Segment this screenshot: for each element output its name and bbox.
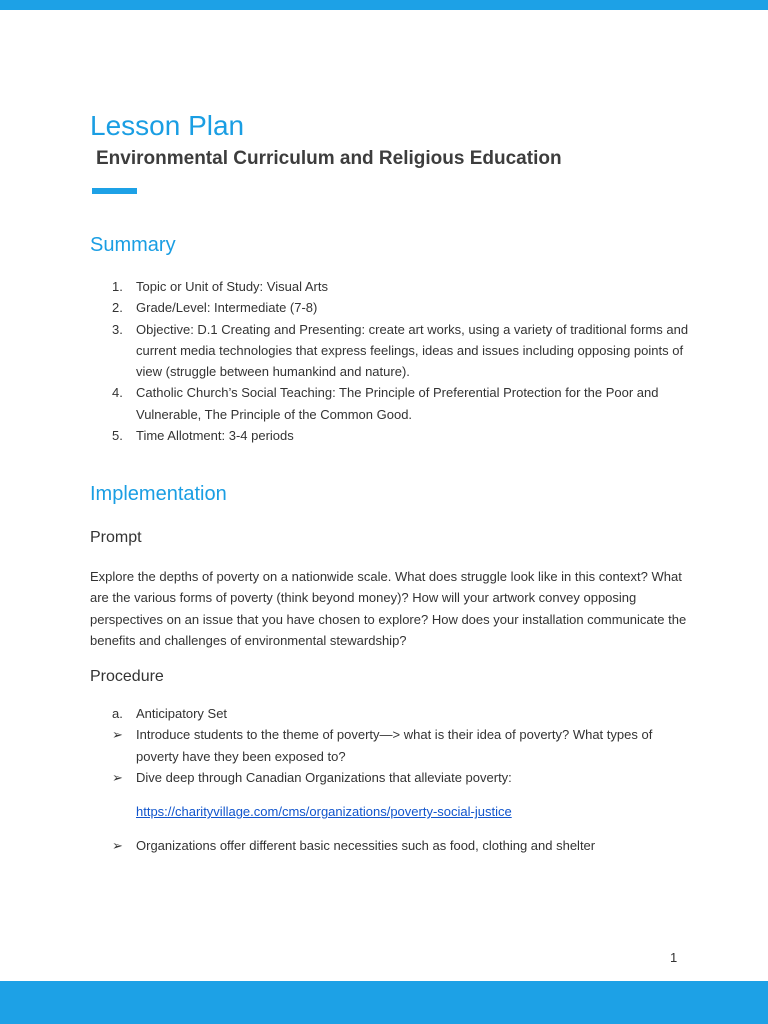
list-item	[90, 724, 690, 767]
procedure-list	[90, 703, 690, 788]
arrow-bullet-icon: ➢	[112, 769, 123, 785]
page-number: 1	[670, 950, 678, 965]
list-item-text: Topic or Unit of Study: Visual Arts	[136, 279, 328, 294]
list-item	[90, 835, 690, 856]
list-item	[90, 297, 690, 318]
list-item	[90, 276, 690, 297]
list-item	[90, 703, 690, 724]
list-item-text: Organizations offer different basic necessities such as food, clothing and shelter	[136, 838, 596, 853]
page-subtitle: Environmental Curriculum and Religious Education	[96, 148, 562, 169]
list-marker: a.	[112, 706, 123, 721]
summary-heading: Summary	[90, 234, 176, 256]
list-marker: 5.	[112, 428, 123, 444]
top-accent-bar	[0, 0, 768, 10]
list-item	[90, 767, 690, 788]
bottom-accent-bar	[0, 981, 768, 1024]
charity-village-link[interactable]: https://charityvillage.com/cms/organizations/poverty-social-justice	[136, 804, 512, 819]
list-item-text: Catholic Church’s Social Teaching: The Principle of Preferential Protection for the Poor and Vulnerable, The Principle of the Common Good.	[136, 385, 659, 422]
prompt-heading: Prompt	[90, 529, 142, 546]
list-marker: 4.	[112, 385, 123, 401]
procedure-list-continued	[90, 835, 690, 856]
prompt-paragraph: Explore the depths of poverty on a nationwide scale. What does struggle look like in this context? What are the various forms of poverty (think beyond money)? How will your artwork convey opposing perspectives on an issue that you have chosen to explore? How does your installation communicate the benefits and challenges of environmental stewardship?	[90, 569, 687, 648]
arrow-bullet-icon: ➢	[112, 838, 123, 853]
list-item-text: Objective: D.1 Creating and Presenting: create art works, using a variety of traditional forms and current media technologies that express feelings, ideas and issues including opposing points of view (struggle between humankind and nature).	[136, 321, 689, 380]
title-underline	[92, 188, 137, 194]
list-item	[90, 382, 690, 425]
list-item	[90, 319, 690, 383]
procedure-heading: Procedure	[90, 668, 164, 685]
list-item-text: Anticipatory Set	[136, 706, 228, 721]
arrow-bullet-icon: ➢	[112, 727, 123, 743]
list-marker: 2.	[112, 300, 123, 316]
list-marker: 1.	[112, 279, 123, 294]
page-title: Lesson Plan	[90, 110, 245, 141]
list-item-text: Introduce students to the theme of poverty—> what is their idea of poverty? What types of poverty have they been exposed to?	[136, 727, 653, 764]
list-item-text: Time Allotment: 3-4 periods	[136, 428, 294, 444]
implementation-heading: Implementation	[90, 483, 227, 505]
list-item-text: Grade/Level: Intermediate (7-8)	[136, 300, 318, 316]
list-item-text: Dive deep through Canadian Organizations that alleviate poverty:	[136, 769, 512, 785]
list-item	[90, 425, 690, 446]
summary-list	[90, 276, 690, 446]
list-marker: 3.	[112, 321, 123, 337]
